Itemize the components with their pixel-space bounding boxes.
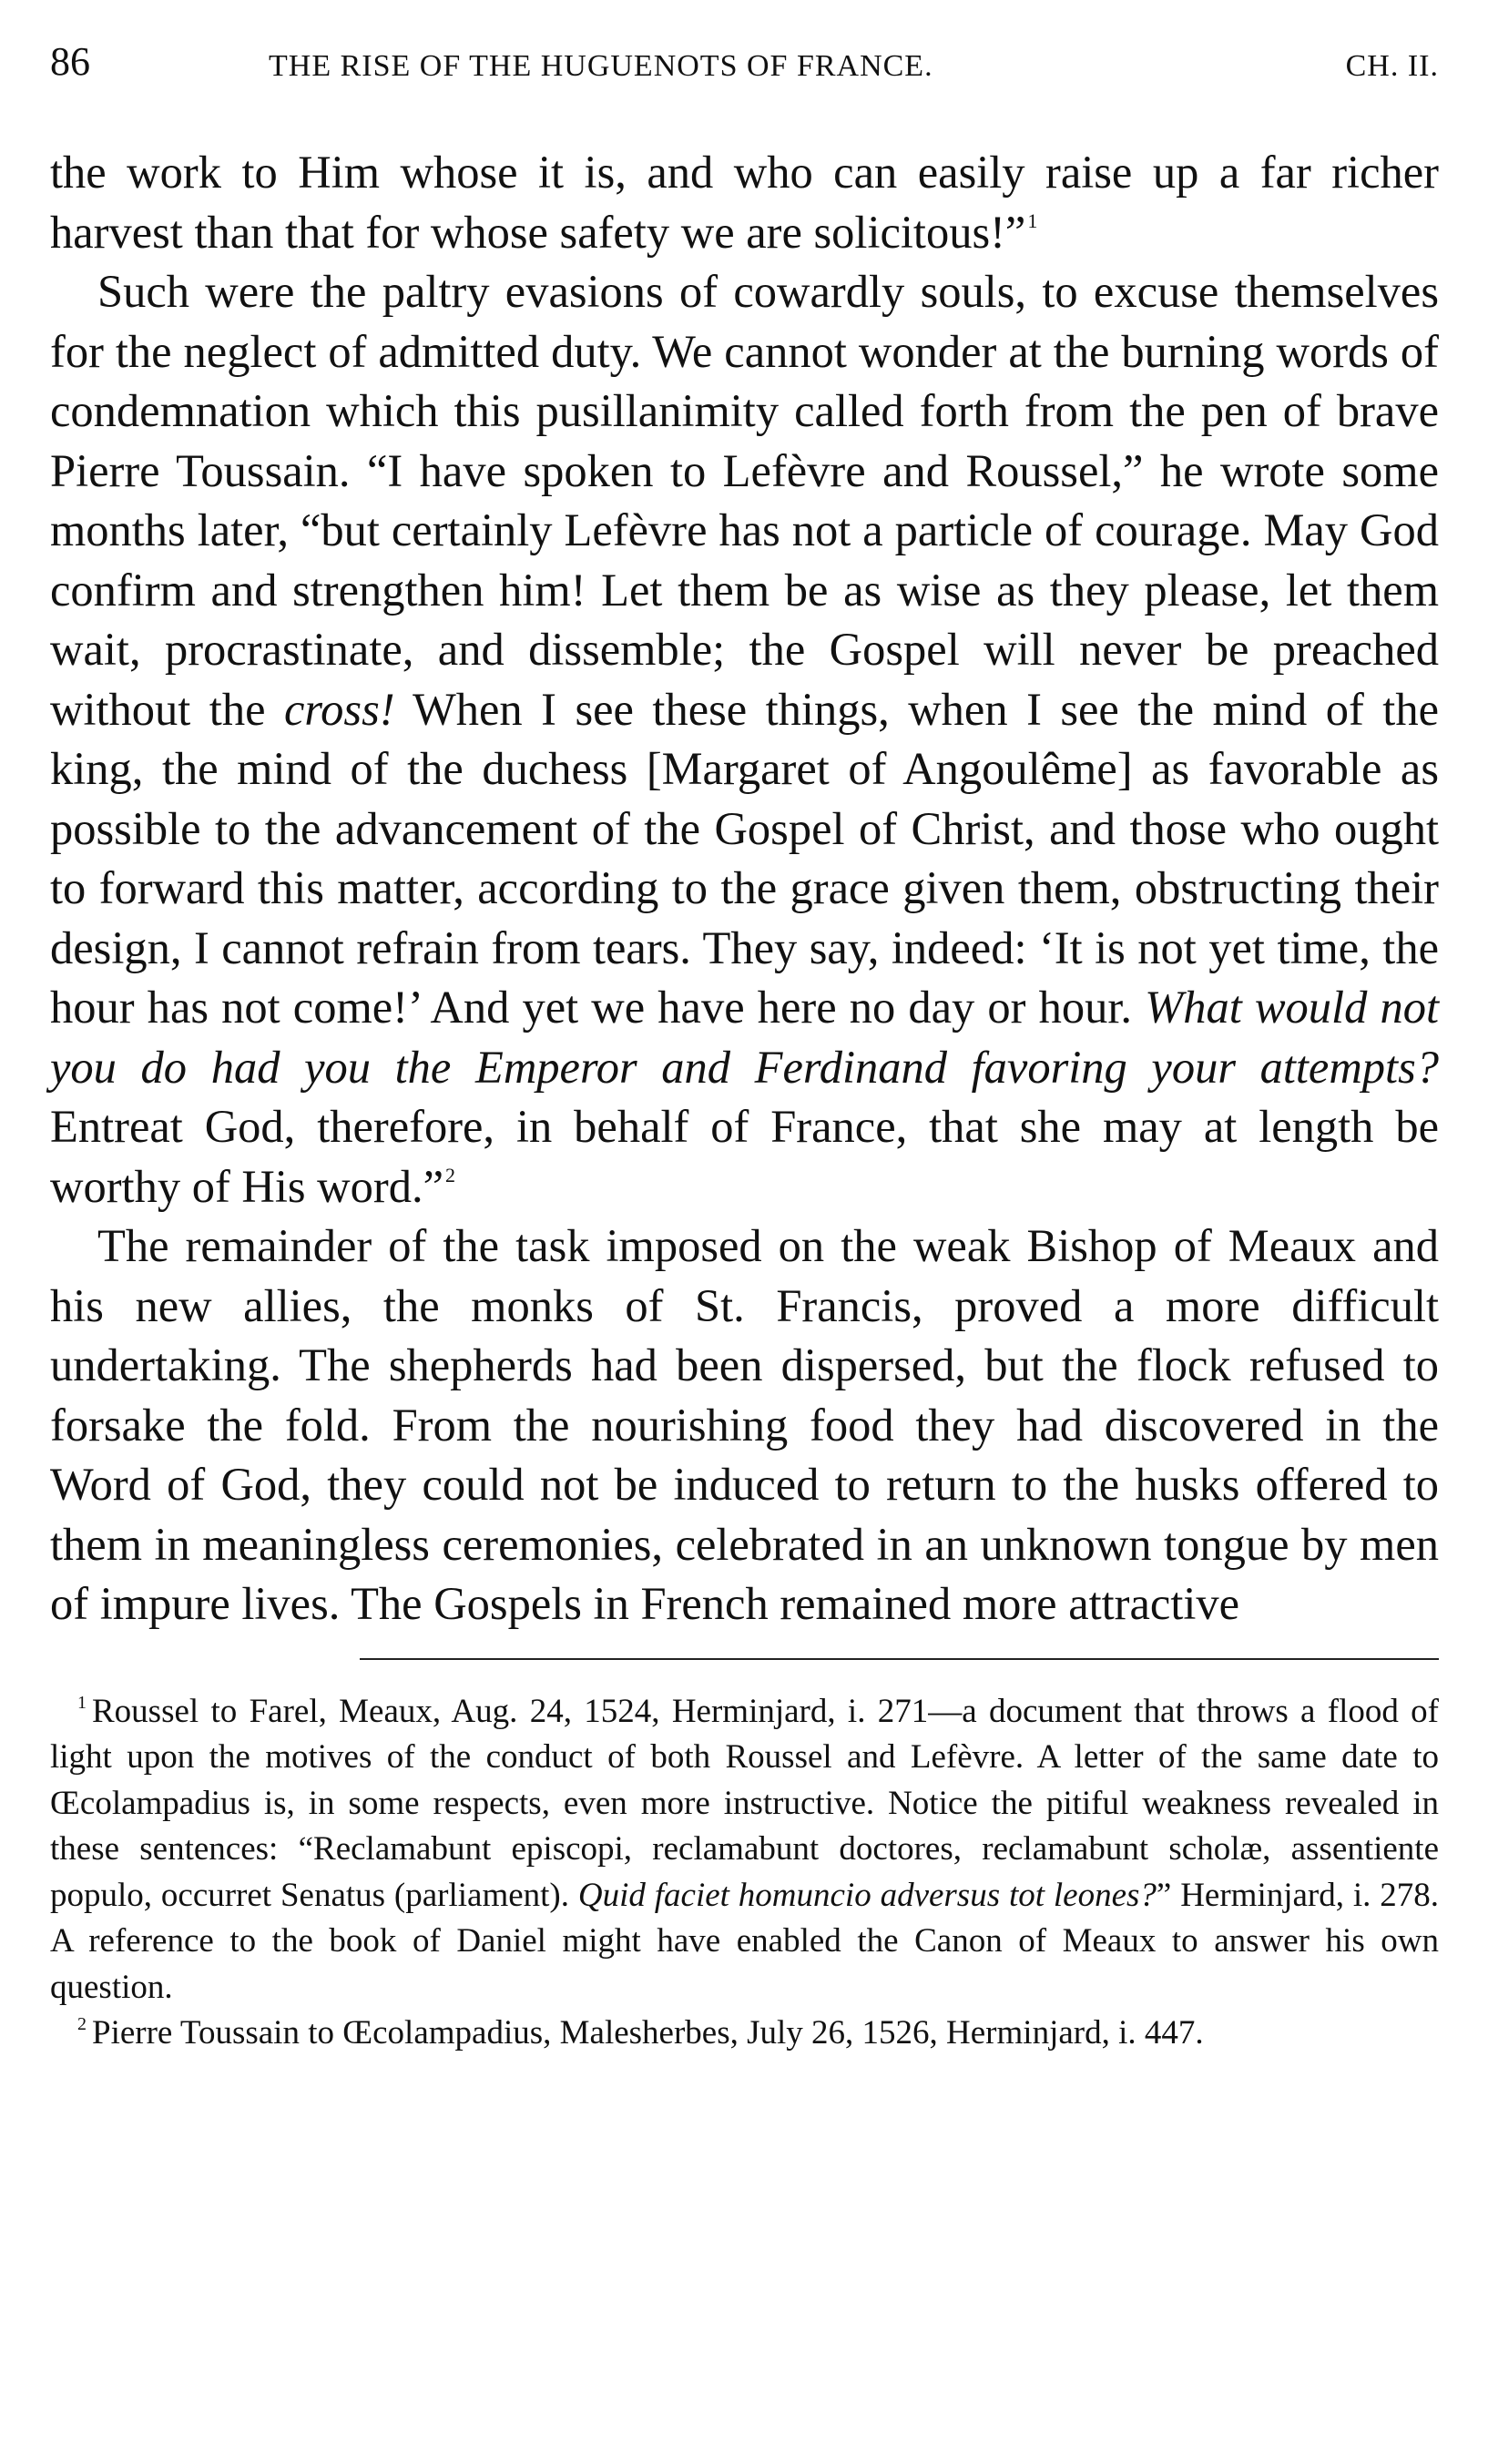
footnotes <box>50 1689 1439 2057</box>
footnote-1 <box>50 1689 1439 2011</box>
paragraph-text: Such were the paltry evasions of cowardly souls, to excuse themselves for the neglect of admitted duty. We cannot wonder at the burning words of condemnation which this pusillanimity called forth from the pen of brave Pierre Toussain. “I have spoken to Lefèvre and Roussel,” he wrote some months later, “but certainly Lefèvre has not a particle of courage. May God confirm and strengthen him! Let them be as wise as they please, let them wait, procrastinate, and dissemble; the Gospel will never be preached without the <box>50 266 1439 735</box>
footnote-text: ” Herminjard, i. 278. A reference to the book of Daniel might have enabled the Canon of Meaux to answer his own question. <box>50 1876 1440 2006</box>
footnote-text: Roussel to Farel, Meaux, Aug. 24, 1524, Herminjard, i. 271—a document that throws a flood of light upon the motives of the conduct of both Roussel and Lefèvre. A letter of the same date to Œcolampadius is, in some respects, even more instructive. Notice the pitiful weakness revealed in these sentences: “Reclamabunt episcopi, reclamabunt doctores, reclamabunt scholæ, assentiente populo, occurret Senatus (parliament). <box>50 1692 1439 1914</box>
page-header <box>50 38 1439 93</box>
footnote-2 <box>50 2011 1439 2057</box>
chapter-label: CH. II. <box>1345 49 1439 83</box>
italic-text: Quid faciet homuncio adversus tot leones? <box>577 1876 1157 1914</box>
italic-text: cross! <box>283 683 395 735</box>
footnote-ref-2: 2 <box>445 1163 455 1186</box>
footnote-marker: 1 <box>77 1692 87 1713</box>
book-page <box>50 38 1439 2057</box>
italic-text: What would not you do had you the Emperor and Ferdinand favoring your attempts? <box>50 982 1439 1093</box>
paragraph-text: the work to Him whose it is, and who can easily raise up a far richer harvest than that for whose safety we are solicitous!” <box>50 147 1439 258</box>
body-text <box>50 143 1439 1634</box>
page-number: 86 <box>50 39 90 84</box>
running-title: THE RISE OF THE HUGUENOTS OF FRANCE. <box>269 49 933 83</box>
paragraph-text: Entreat God, therefore, in behalf of France, that she may at length be worthy of His word.” <box>50 1101 1439 1212</box>
footnote-divider <box>360 1658 1439 1660</box>
footnote-text: Pierre Toussain to Œcolampadius, Malesherbes, July 26, 1526, Herminjard, i. 447. <box>92 2014 1204 2052</box>
paragraph-remainder <box>50 1217 1439 1634</box>
paragraph-text: When I see these things, when I see the mind of the king, the mind of the duchess [Margaret of Angoulême] as favorable as possible to the advancement of the Gospel of Christ, and those who ought to forward this matter, according to the grace given them, obstructing their design, I cannot refrain from tears. They say, indeed: ‘It is not yet time, the hour has not come!’ And yet we have here no day or hour. <box>50 683 1440 1033</box>
footnote-marker: 2 <box>77 2014 87 2034</box>
paragraph-toussain <box>50 262 1439 1217</box>
paragraph-text: The remainder of the task imposed on the weak Bishop of Meaux and his new allies, the monks of St. Francis, proved a more difficult undertaking. The shepherds had been dispersed, but the flock refused to forsake the fold. From the nourishing food they had discovered in the Word of God, they could not be induced to return to the husks offered to them in meaningless ceremonies, celebrated in an unknown tongue by men of impure lives. The Gospels in French remained more attractive <box>50 1220 1439 1629</box>
paragraph-continued <box>50 143 1439 262</box>
footnote-ref-1: 1 <box>1027 209 1038 232</box>
